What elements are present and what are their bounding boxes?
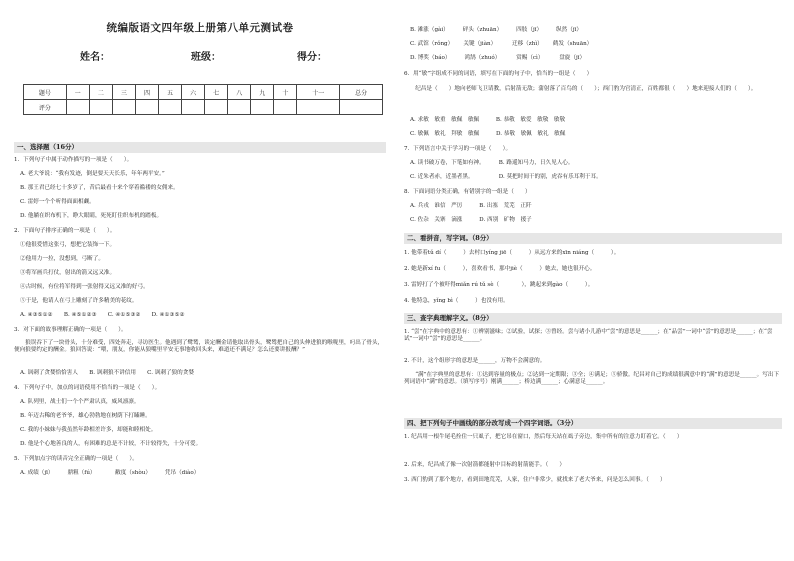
- rewrite-question: 2. 后来，纪昌成了像一次射箭都能射中目标的射箭能手。（ ）: [404, 462, 565, 468]
- option-line: B. 滩涨（gài） 砰头（zhuān） 四肢（jī） 纵然（jī）: [410, 27, 582, 33]
- question-line: 6．用“敏”字组成不同的词语，填写在下面的句子中，恰当的一组是（ ）: [404, 71, 593, 77]
- option-line: A. 讽刺了贪婪恰恰害人 B. 讽刺狼不讲信用 C. 讽刺了狼的贪婪: [20, 370, 194, 376]
- pinyin-line: 4. 他特急，yǐng bì（ ）也没有用。: [404, 298, 509, 304]
- option-line: A. 老大爷说：“我有发迹，倒是要天天长乐，年年两平安。”: [20, 171, 165, 177]
- score-table-header: 六: [182, 85, 205, 100]
- score-label: 得分：: [297, 52, 327, 63]
- rewrite-question: 3. 西门豹到了那个地方，看到田地荒芜，人家，住户非常少，就找来了老大爷来，问是怎么回事。（ ）: [404, 477, 666, 483]
- option-line: C. 敏佩 敏礼 拜敏 敏佩 D. 恭敬 敏佩 敏礼 敏佩: [410, 131, 566, 137]
- sentence-line: ②他用力一拉，没想到，弓断了。: [20, 256, 104, 262]
- score-cell[interactable]: [66, 100, 89, 115]
- score-cell[interactable]: [297, 100, 340, 115]
- class-label: 班级：: [191, 52, 221, 63]
- score-table-header: 十一: [297, 85, 340, 100]
- score-table-header: 题号: [24, 85, 67, 100]
- score-table-score-row: [24, 100, 383, 115]
- score-cell[interactable]: [228, 100, 251, 115]
- option-line: B. 那王君已经七十多岁了，昔后最看十来个穿着褴褛的女佣来。: [20, 185, 179, 191]
- dictionary-question: 2. 不计，这个组形字的意思是______，万物不会满意的。: [404, 358, 546, 364]
- section-heading: 三、查字典理解字义。（8分）: [404, 313, 782, 324]
- pinyin-line: 3. 雷婷打了个被吓得miǎn rú tǔ sè（ ），跳起来到gào（ ）。: [404, 282, 594, 288]
- option-line: D. 他是个心地善良的人，有困难的总是不计较，不计较得失，十分可爱。: [20, 441, 202, 447]
- score-table-header: 一: [66, 85, 89, 100]
- question-line: 5．下列加点字的读音完全正确的一项是（ ）。: [14, 456, 138, 462]
- score-cell[interactable]: [274, 100, 297, 115]
- score-table-header: 九: [251, 85, 274, 100]
- option-line: A. 成绩（jī） 鼎粗（fú） 敝度（shòu） 凭吊（diào）: [20, 470, 200, 476]
- sentence-line: ④古时候，有位将军得到一张射得又远又准的好弓。: [20, 284, 149, 290]
- score-table-header-row: [24, 85, 383, 100]
- question-line: 3．对下面的故事理解正确的一项是（ ）。: [14, 327, 127, 333]
- option-line: A. 求敏 敏重 敏佩 敏佩 B. 恭敬 敏爱 敏敬 敏敬: [410, 117, 566, 123]
- question-line: 4．下列句子中，加点的词语使用不恰当的一项是（ ）。: [14, 385, 161, 391]
- option-line: A. 队列里，战士们一个个严肃认真，威风凛凛。: [20, 399, 140, 405]
- passage-text: 狼误吞下了一块骨头，十分难受，四处奔走，寻访医生。他遇到了鹭鸶，谈定酬金请他取出骨头，鹭鸶把自己的头伸进狼的喉咙里，叼出了骨头，便向狼要约定的酬金。狼回答说：“喂，朋友，你能从狼嘴里平安无事地收回头来，难道还不满足？怎么还要讲报酬？”: [14, 340, 384, 353]
- score-cell[interactable]: [340, 100, 383, 115]
- score-row-label: 评分: [24, 100, 67, 115]
- dictionary-question: 1. “尝”在字典中的意思有：①辨别滋味；②试验，试探；③曾经。尝与诸小儿游中“尝”的意思是______；在“品尝”一词中“尝”的意思是______；在“尝试”一词中“尝”的意思是______。: [404, 329, 773, 342]
- score-table-header: 四: [135, 85, 158, 100]
- question-line: 1．下列句子中属于动作描写的一项是（ ）。: [14, 157, 133, 163]
- option-line: B. 年迈古稀的老爷爷，雄心勃勃地在树荫下打瞌睡。: [20, 413, 151, 419]
- score-cell[interactable]: [182, 100, 205, 115]
- question-line: 8．下面词语分类正确，有错别字的一组是（ ）: [404, 189, 531, 195]
- score-cell[interactable]: [135, 100, 158, 115]
- score-table-header: 五: [159, 85, 182, 100]
- rewrite-question: 1. 纪昌用一根牛尾毛拴住一只虱子，把它吊在窗口，然后每天站在虱子旁边，集中所有的注意力盯着它。（ ）: [404, 434, 683, 440]
- passage-text: 纪昌是（ ）地向老师飞卫请教，后射箭无敌；蒲射落了百鸟的（ ）；西门豹为官清正，百姓都很（ ）地来迎接人们的（ ）。: [404, 86, 757, 92]
- score-table-header: 八: [228, 85, 251, 100]
- option-line: C. 雷婷一个个听得面面相觑。: [20, 199, 95, 205]
- score-cell[interactable]: [205, 100, 228, 115]
- section-heading: 四、把下列句子中画线的部分改写成一个四字词语。（3分）: [404, 418, 782, 429]
- option-line: C. 武馆（rǒng） 关键（jiàn） 迁移（zhì） 鹤发（shuān）: [410, 41, 593, 47]
- exam-title: 统编版语文四年级上册第八单元测试卷: [106, 22, 294, 34]
- question-line: 7．下列语言中关于学习的一项是（ ）。: [404, 146, 512, 152]
- score-table-header: 二: [89, 85, 112, 100]
- option-line: A. ④③⑤①② B. ④⑤①②③ C. ④①⑤③② D. ④①③⑤②: [20, 312, 185, 318]
- score-table: [23, 84, 383, 115]
- option-line: A. 兵戎 谁信 严厉 B. 出塞 荒芜 正阡: [410, 203, 532, 209]
- option-line: D. 博奖（báo） 鸿鹄（zhuó） 赏赐（cì） 盘旋（jī）: [410, 55, 586, 61]
- score-cell[interactable]: [251, 100, 274, 115]
- dictionary-passage: “满”在字典里的意思有：①达到容量的极点；②达到一定期限；③全；④满足；⑤骄傲。纪昌对自己的成绩很满意中的“满”的意思是______。写出下列词语中“满”的意思。（填写序号）刚满______；桥边满______；心满意足______。: [404, 372, 780, 385]
- name-label: 姓名：: [80, 52, 110, 63]
- option-line: C. 近朱者赤，近墨者黑。 D. 莫把时间干的别，虎吞有乐耳利于耳。: [410, 174, 602, 180]
- score-table-header: 三: [112, 85, 135, 100]
- option-line: C. 佐杂 关寨 滴涨 D. 西别 矿物 援子: [410, 217, 532, 223]
- option-line: C. 我的小妹妹与我虽然年龄相差许多，却能和睦相处。: [20, 427, 157, 433]
- section-heading: 一、选择题（16分）: [14, 142, 386, 153]
- score-table-header: 七: [205, 85, 228, 100]
- section-heading: 二、看拼音，写字词。（8分）: [404, 233, 782, 244]
- sentence-line: ①他很爱惜这张弓，想把它装饰一下。: [20, 242, 116, 248]
- option-line: A. 读书破万卷，下笔如有神。 B. 路遥知马力，日久见人心。: [410, 160, 574, 166]
- score-table-header: 十: [274, 85, 297, 100]
- pinyin-line: 2. 她是新xí fu（ ），喜欢看书，那中jiè（ ）她去，她也很开心。: [404, 266, 596, 272]
- score-cell[interactable]: [159, 100, 182, 115]
- score-cell[interactable]: [89, 100, 112, 115]
- pinyin-line: 1. 他带着tǔ dí（ ）去村口yíng jiē（ ）从远方来的xīn niáng（ ）。: [404, 250, 620, 256]
- sentence-line: ③将军画兵打仗，射出的箭又远又准。: [20, 270, 116, 276]
- question-line: 2．下面句子排序正确的一项是（ ）。: [14, 228, 116, 234]
- score-table-header: 总分: [340, 85, 383, 100]
- option-line: D. 他躺在织布机下，睁大眼睛，死死盯住织布机的踏板。: [20, 213, 163, 219]
- sentence-line: ⑤于是，他请人在弓上雕刻了许多精美的花纹。: [20, 298, 138, 304]
- score-cell[interactable]: [112, 100, 135, 115]
